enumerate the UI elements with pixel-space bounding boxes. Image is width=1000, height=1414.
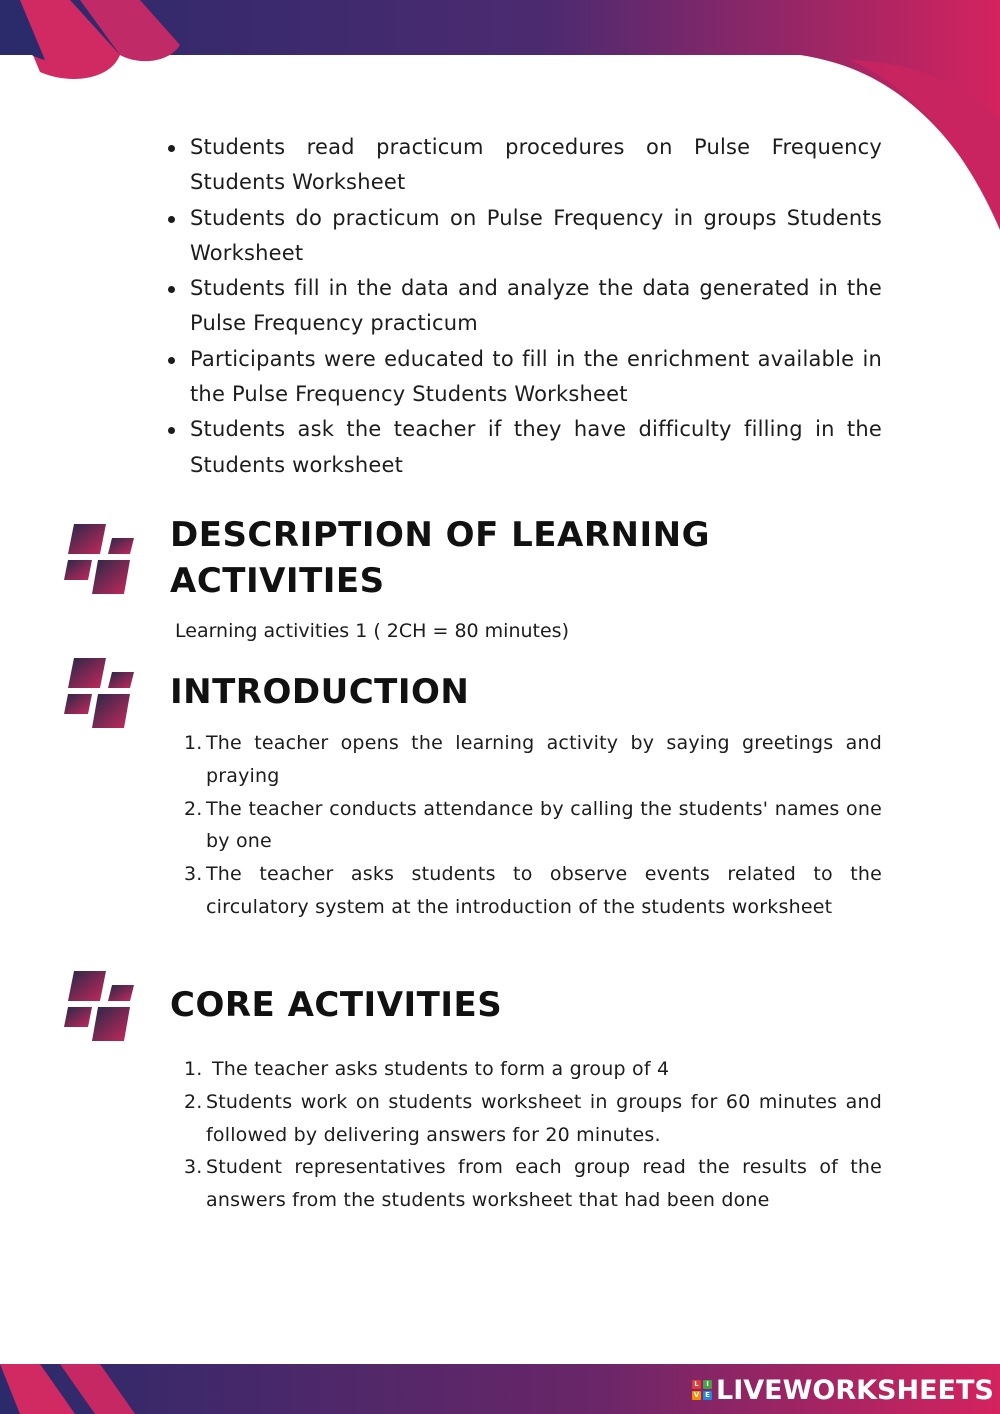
stacked-tiles-icon [64, 969, 136, 1043]
logo-letter: L [692, 1380, 701, 1389]
logo-letter: V [693, 1391, 700, 1399]
list-item: Students ask the teacher if they have difficulty filling in the Students worksheet [190, 412, 882, 483]
list-item [184, 1053, 882, 1086]
liveworksheets-logo[interactable] [692, 1372, 994, 1408]
list-number: 1. [184, 732, 203, 754]
intro-bullet-list [190, 130, 882, 483]
list-item [184, 858, 882, 924]
list-text: Students work on students worksheet in groups for 60 minutes and followed by delivering answers for 20 minutes. [206, 1090, 882, 1146]
list-item [184, 727, 882, 793]
section-title-description [170, 512, 710, 604]
list-text: Student representatives from each group read the results of the answers from the students worksheet that had been done [206, 1156, 882, 1212]
list-number: 3. [184, 863, 203, 886]
logo-text: LIVEWORKSHEETS [716, 1374, 994, 1406]
list-text: The teacher asks students to form a group of 4 [212, 1058, 670, 1080]
stacked-tiles-icon [64, 522, 136, 596]
list-text: The teacher opens the learning activity by saying greetings and praying [206, 732, 882, 787]
list-number: 3. [184, 1156, 203, 1179]
section-title-introduction: INTRODUCTION [170, 672, 470, 712]
list-number: 1. [184, 1058, 203, 1080]
section-title-core-activities: CORE ACTIVITIES [170, 985, 503, 1025]
list-number: 2. [184, 1090, 203, 1113]
stacked-tiles-icon [64, 656, 136, 730]
list-text: The teacher asks students to observe events related to the circulatory system at the introduction of the students worksheet [206, 863, 882, 918]
list-item [184, 1086, 882, 1152]
logo-letter: E [703, 1391, 712, 1400]
section-subtext: Learning activities 1 ( 2CH = 80 minutes) [175, 620, 569, 642]
list-text: The teacher conducts attendance by calling the students' names one by one [206, 797, 882, 853]
list-item [184, 1151, 882, 1217]
list-item: Students do practicum on Pulse Frequency in groups Students Worksheet [190, 201, 882, 272]
section-title-line: DESCRIPTION OF LEARNING [170, 515, 710, 555]
list-item: Students fill in the data and analyze the data generated in the Pulse Frequency practicum [190, 271, 882, 342]
list-number: 2. [184, 797, 203, 820]
list-item: Participants were educated to fill in the enrichment available in the Pulse Frequency Students Worksheet [190, 342, 882, 413]
section-title-line: ACTIVITIES [170, 561, 385, 601]
list-item [184, 793, 882, 859]
introduction-list [184, 727, 882, 924]
list-item: Students read practicum procedures on Pulse Frequency Students Worksheet [190, 130, 882, 201]
logo-squares-icon [692, 1380, 712, 1400]
logo-letter: I [703, 1380, 712, 1389]
core-activities-list [184, 1053, 882, 1217]
